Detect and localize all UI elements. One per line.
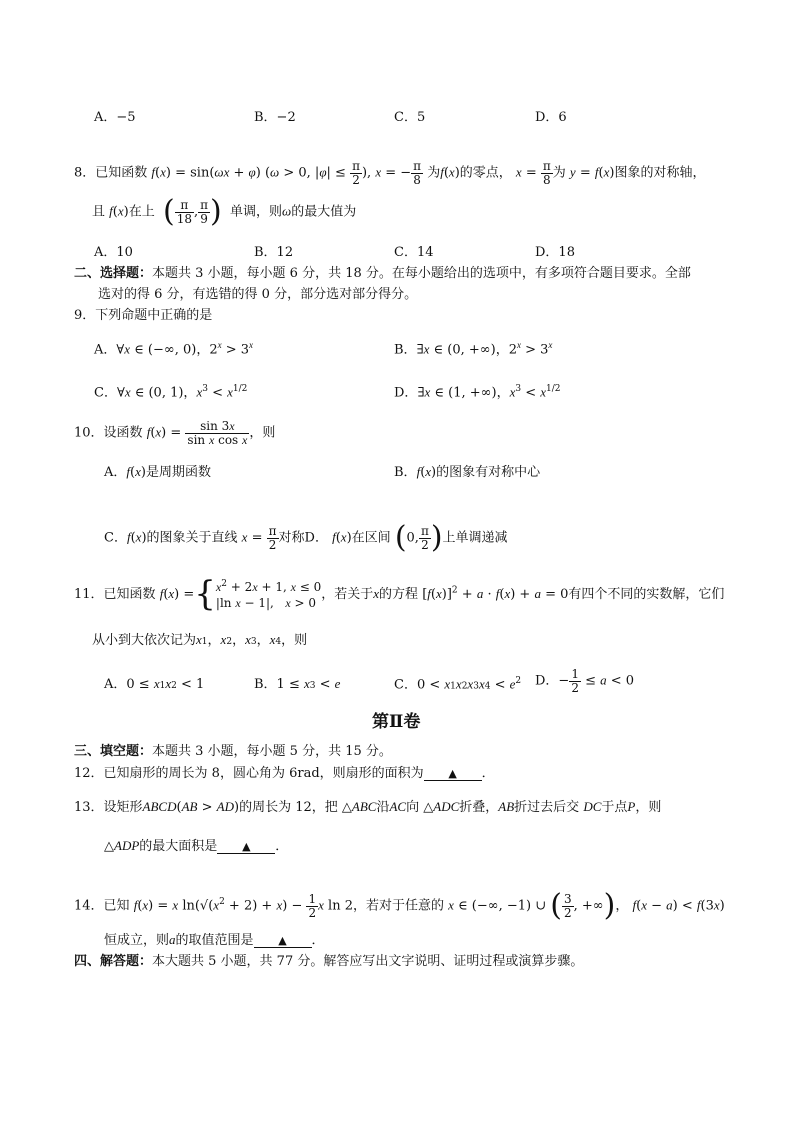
q11-option-a: A．0 ≤ x1x2 < 1 [104, 676, 205, 692]
q13-answer-blank[interactable]: ▲ [217, 840, 275, 854]
q7-option-a: A．−5 [94, 110, 136, 125]
q11-option-d: D．− $\frac{1}{2}$ ≤ a < 0 [535, 667, 635, 695]
q8-option-c: C．14 [394, 245, 434, 260]
q14-line2: 恒成立，则a的取值范围是 ▲ ． [104, 932, 325, 948]
q9-stem: 9．下列命题中正确的是 [74, 308, 213, 323]
q14-answer-blank[interactable]: ▲ [254, 934, 312, 948]
section3-instructions: 三、填空题：本题共 3 小题，每小题 5 分，共 15 分。 [74, 744, 392, 759]
q8-function-formula: f [151, 164, 156, 180]
q10-option-a: A．f(x)是周期函数 [104, 464, 211, 480]
q11-option-c: C．$0 < x1x2x3x4 < e^2$ [394, 676, 522, 693]
q13-line2: △ADP的最大面积是 ▲ ． [104, 838, 289, 854]
q12-answer-blank[interactable]: ▲ [424, 767, 482, 781]
q9-option-a: A．∀x ∈ (−∞, 0)，$2^x > 3^x$ [94, 340, 254, 358]
q9-option-d: D．∃x ∈ (1, +∞)，$x^3 < x^{1/2}$ [394, 384, 561, 401]
q10-option-c-d: C．f(x)的图象关于直线 x = $\frac{\pi}{2}$ 对称D． f(x)在区间 (0, $\frac{\pi}{2}$ )上单调递减 [104, 520, 508, 555]
q7-option-c: C．5 [394, 110, 426, 125]
q7-option-d: D．6 [535, 110, 567, 125]
q10-stem: 10．设函数 f(x) = $\frac{\sin 3x}{\text{sin x cos x}}$ ，则 [74, 419, 276, 447]
q12: 12．已知扇形的周长为 8，圆心角为 6rad，则扇形的面积为 ▲ ． [74, 766, 495, 781]
q9-option-b: B．∃x ∈ (0, +∞)，$2^x > 3^x$ [394, 340, 553, 358]
q14-line1: 14．已知 f(x) = x $\ln(√(x^2 + 2) + x)$ − $\frac{1}{2}$ x ln 2，若对于任意的 x ∈ (−∞, −1) ∪ ( $\frac{3}{2}$ , +∞)， f(x − a) < f(3x) [74, 888, 725, 923]
section2-instructions-cont: 选对的得 6 分，有选错的得 0 分，部分选对部分得分。 [98, 287, 418, 302]
q11-line2: 从小到大依次记为x1，x2，x3，x4，则 [92, 632, 308, 648]
section4-instructions: 四、解答题：本大题共 5 小题，共 77 分。解答应写出文字说明、证明过程或演算步骤。 [74, 954, 584, 969]
q11-option-b: B．1 ≤ x3 < e [254, 676, 341, 692]
q7-option-b: B．−2 [254, 110, 296, 125]
q8-line2: 且 f(x)在上 ( $\frac{\pi}{18}$ , $\frac{\pi}{9}$ ) 单调，则ω的最大值为 [92, 194, 357, 229]
section2-instructions: 二、选择题：本题共 3 小题，每小题 6 分，共 18 分。在每小题给出的选项中，有多项符合题目要求。全部 [74, 266, 691, 281]
q8-option-d: D．18 [535, 245, 575, 260]
q8-option-b: B．12 [254, 245, 294, 260]
q8-stem-start: 8．已知函数 [74, 165, 148, 181]
q8-line1: 8．已知函数 f(x) = sin(ωx + φ) (ω > 0, |φ| ≤ $\frac{\pi}{2}$ ), x = − $\frac{\pi}{8}$ 为f(x)的零点， x = $\frac{\pi}{8}$ 为 y = f(x)图象的对称轴， [74, 159, 706, 187]
q13-line1: 13．设矩形ABCD(AB > AD)的周长为 12，把 △ABC沿AC向 △ADC折叠，AB折过去后交 DC于点P，则 [74, 799, 662, 815]
part-two-title: 第Ⅱ卷 [372, 712, 421, 732]
q10-option-b: B．f(x)的图象有对称中心 [394, 464, 541, 480]
q11-line1: 11．已知函数 f(x) ={ $x^2 + 2x + 1$, x ≤ 0 |ln x − 1|, x > 0 ，若关于x的方程 $[f(x)]^2 + a \cdot f(x) + a = 0$有四个不同的实数解，它们 [74, 574, 725, 614]
q9-option-c: C．∀x ∈ (0, 1)，$x^3 < x^{1/2}$ [94, 384, 248, 401]
q8-option-a: A．10 [94, 245, 133, 260]
